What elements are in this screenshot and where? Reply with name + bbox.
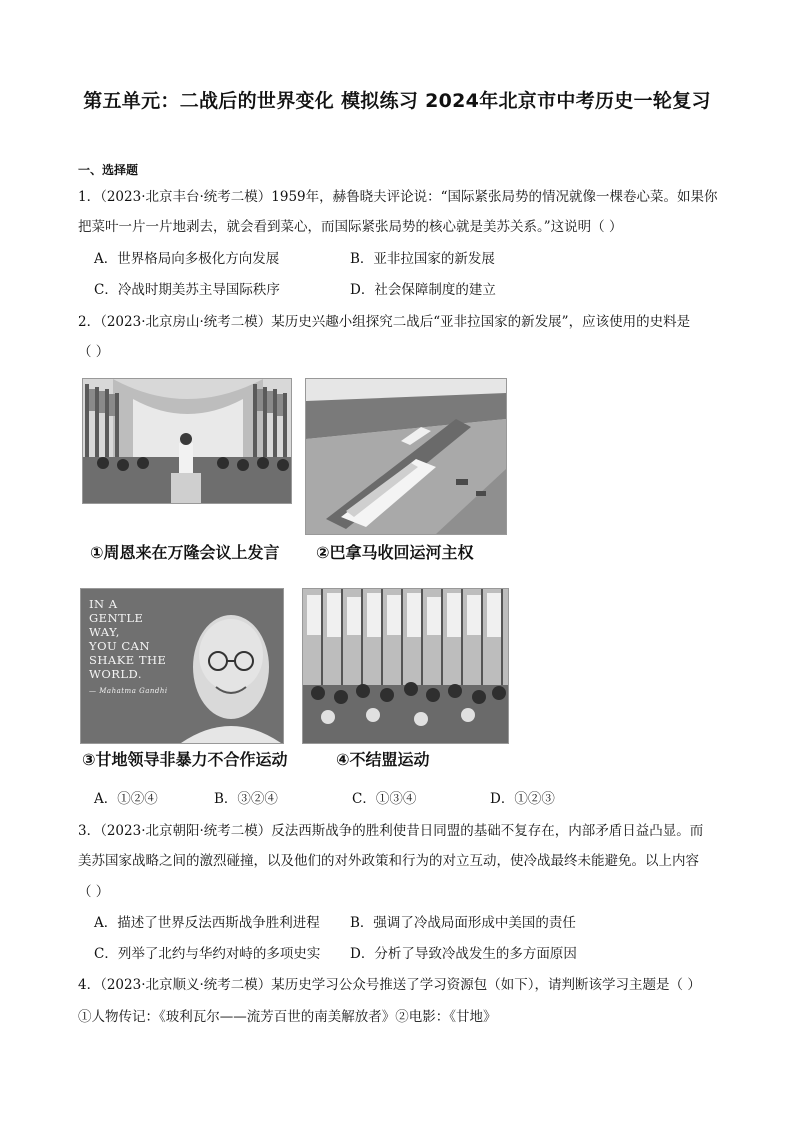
photo-gandhi-poster (80, 588, 284, 744)
photo-caption-2: ②巴拿马收回运河主权 (316, 543, 474, 562)
q1-option-b: B．亚非拉国家的新发展 (350, 251, 495, 267)
photo-caption-4: ④不结盟运动 (336, 750, 430, 769)
q3-option-b: B．强调了冷战局面形成中美国的责任 (350, 915, 576, 931)
q1-option-d: D．社会保障制度的建立 (350, 282, 496, 298)
q2-option-c: C．①③④ (352, 791, 417, 807)
q1-stem-line2: 把菜叶一片一片地剥去，就会看到菜心，而国际紧张局势的核心就是美苏关系。”这说明（ ） (78, 219, 623, 235)
q3-option-c: C．列举了北约与华约对峙的多项史实 (94, 946, 321, 962)
flags-crowd-image (303, 589, 508, 743)
poster-line-2: GENTLE (89, 611, 144, 625)
poster-line-6: WORLD. (89, 667, 143, 681)
photo-panama-canal (305, 378, 507, 535)
q3-option-d: D．分析了导致冷战发生的多方面原因 (350, 946, 577, 962)
canal-ship-image (306, 379, 506, 534)
photo-non-aligned-movement (302, 588, 509, 744)
photo-caption-3: ③甘地领导非暴力不合作运动 (82, 750, 288, 769)
section-heading: 一、选择题 (78, 163, 139, 177)
q3-stem-line1: 3．（2023·北京朝阳·统考二模）反法西斯战争的胜利使昔日同盟的基础不复存在，内部矛盾日益凸显。而 (78, 823, 704, 839)
poster-line-4: YOU CAN (89, 639, 151, 653)
q3-stem-line2: 美苏国家战略之间的激烈碰撞，以及他们的对外政策和行为的对立互动，使冷战最终未能避免。以上内容 (78, 853, 699, 869)
q2-option-a: A．①②④ (94, 791, 158, 807)
photo-caption-1: ①周恩来在万隆会议上发言 (90, 543, 280, 562)
q2-stem-line1: 2．（2023·北京房山·统考二模）某历史兴趣小组探究二战后“亚非拉国家的新发展”，应该使用的史料是 (78, 314, 691, 330)
page-title: 第五单元：二战后的世界变化 模拟练习 2024年北京市中考历史一轮复习 (83, 90, 711, 112)
photo-bandung-conference (82, 378, 292, 504)
poster-line-1: IN A (89, 597, 118, 611)
q1-option-a: A．世界格局向多极化方向发展 (94, 251, 280, 267)
poster-quote (89, 597, 168, 698)
q4-resource-line: ①人物传记：《玻利瓦尔——流芳百世的南美解放者》②电影：《甘地》 (78, 1009, 497, 1025)
conference-hall-image (83, 379, 291, 503)
poster-line-3: WAY, (89, 625, 120, 639)
q2-option-d: D．①②③ (490, 791, 555, 807)
q1-stem-line1: 1．（2023·北京丰台·统考二模）1959年，赫鲁晓夫评论说：“国际紧张局势的情况就像一棵卷心菜。如果你 (78, 189, 718, 205)
q2-option-b: B．③②④ (214, 791, 278, 807)
q3-stem-line3: （ ） (78, 884, 110, 900)
poster-line-5: SHAKE THE (89, 653, 167, 667)
poster-signature: — Mahatma Gandhi (89, 687, 168, 695)
q2-stem-line2: （ ） (78, 344, 110, 360)
q4-stem-line1: 4．（2023·北京顺义·统考二模）某历史学习公众号推送了学习资源包（如下），请判断该学习主题是（ ） (78, 977, 701, 993)
q1-option-c: C．冷战时期美苏主导国际秩序 (94, 282, 280, 298)
q3-option-a: A．描述了世界反法西斯战争胜利进程 (94, 915, 320, 931)
